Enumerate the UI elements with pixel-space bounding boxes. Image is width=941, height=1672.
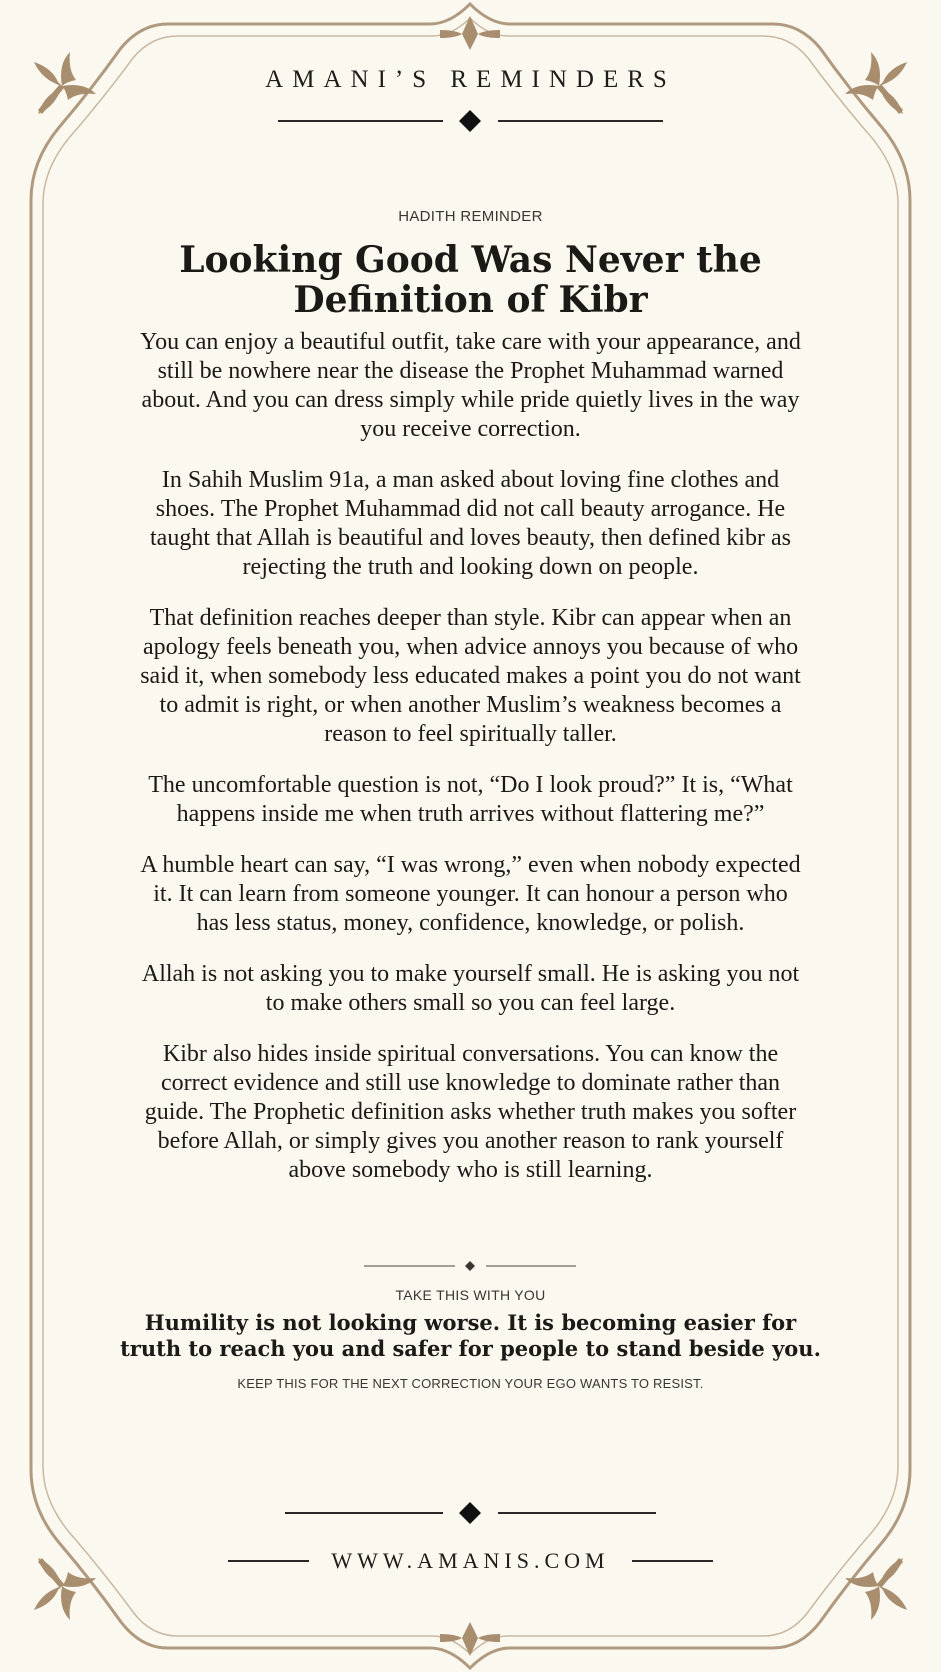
brand-title: AMANI’S REMINDERS: [265, 66, 676, 93]
takeaway-quote-line-1: Humility is not looking worse. It is becoming easier for: [144, 1310, 797, 1335]
article-paragraph: You can enjoy a beautiful outfit, take care with your appearance, and still be nowhere near the disease the Prophet Muhammad warned about. And you can dress simply while pride quietly lives in the way you receive correction.: [140, 329, 801, 442]
takeaway-label: TAKE THIS WITH YOU: [395, 1287, 546, 1303]
diamond-icon: [459, 1502, 481, 1524]
takeaway-quote-line-2: truth to reach you and safer for people to stand beside you.: [120, 1336, 821, 1361]
article-paragraph: Kibr also hides inside spiritual conversations. You can know the correct evidence and still use knowledge to dominate rather than guide. The Prophetic definition asks whether truth makes you softer before Allah, or simply gives you another reason to rank yourself above somebody who is still learning.: [144, 1041, 797, 1183]
top-ornament-icon: [440, 16, 500, 50]
bottom-ornament-icon: [440, 1622, 500, 1656]
article-body: [140, 328, 801, 1207]
diamond-icon: [459, 110, 481, 132]
header-divider: [278, 110, 663, 132]
article-paragraph: That definition reaches deeper than style. Kibr can appear when an apology feels beneath you, when advice annoys you because of who said it, when somebody less educated makes a point you do not want to admit is right, or when another Muslim’s weakness becomes a reason to feel spiritually taller.: [140, 605, 801, 747]
article-paragraph: The uncomfortable question is not, “Do I look proud?” It is, “What happens inside me when truth arrives without flattering me?”: [148, 772, 793, 827]
takeaway-note: KEEP THIS FOR THE NEXT CORRECTION YOUR EGO WANTS TO RESIST.: [237, 1376, 704, 1391]
small-diamond-icon: [465, 1261, 475, 1271]
website-link[interactable]: WWW.AMANIS.COM: [331, 1548, 610, 1573]
takeaway-divider: [364, 1261, 576, 1271]
takeaway-quote: [0, 1310, 941, 1362]
article-title-line-1: Looking Good Was Never the: [179, 239, 762, 281]
article-title: [0, 240, 941, 320]
article-paragraph: In Sahih Muslim 91a, a man asked about loving fine clothes and shoes. The Prophet Muhammad did not call beauty arrogance. He taught that Allah is beautiful and loves beauty, then defined kibr as rejecting the truth and looking down on people.: [150, 467, 791, 580]
article-paragraph: Allah is not asking you to make yourself small. He is asking you not to make others small so you can feel large.: [141, 961, 800, 1016]
article-paragraph: A humble heart can say, “I was wrong,” even when nobody expected it. It can learn from someone younger. It can honour a person who has less status, money, confidence, knowledge, or polish.: [140, 852, 801, 936]
footer-divider: [285, 1502, 656, 1524]
article-kicker: HADITH REMINDER: [398, 208, 543, 225]
article-title-line-2: Definition of Kibr: [293, 279, 648, 321]
